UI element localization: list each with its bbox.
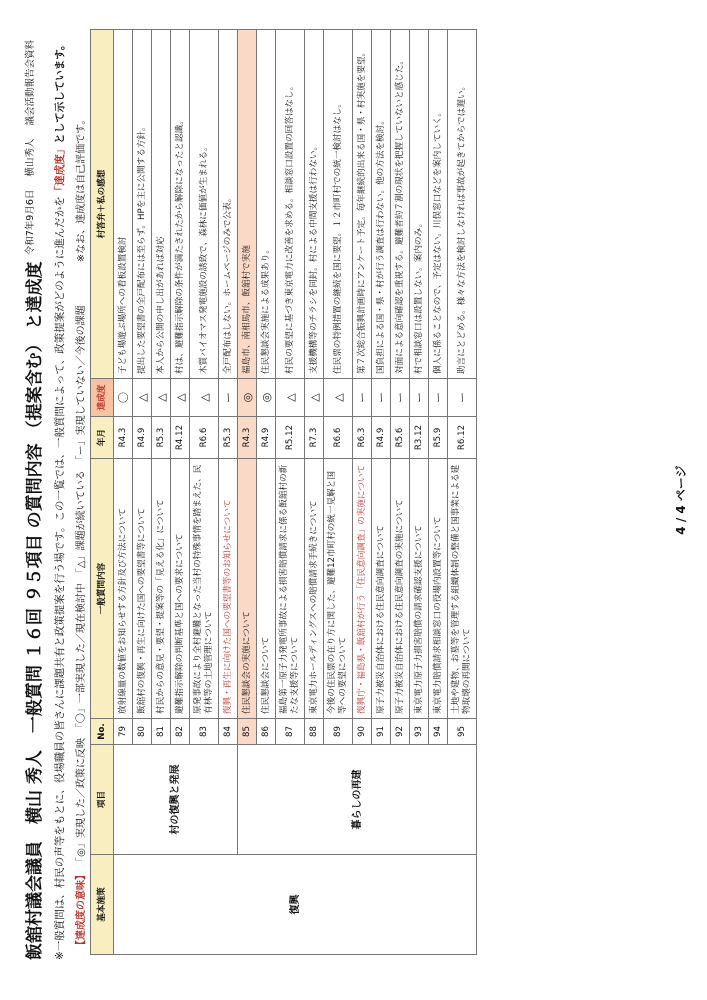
question-cell: 原子力被災自治体における住民意向調査について (372, 459, 391, 719)
document-date: 令和7年9月6日 (25, 189, 36, 256)
question-cell: 放射線量の数値をお知らせする方針及び方法について (114, 459, 133, 719)
category-cell: 村の復興と発展 (114, 745, 238, 855)
intro-part1: ※一般質問は、村民の声等をもとに、役場職員の皆さんに課題共有と政策提案を行う場です。この一覧では、一般質問によって、政策提案がどのように進んだかを (54, 196, 66, 960)
legend-text: 「◎」実現した／政策に反映 「〇」一部実現した／現在検討中 「△」課題が続いている 「ー」実現していない／今後の課題 (76, 305, 87, 867)
row-number: 80 (133, 719, 152, 745)
row-number: 81 (152, 719, 171, 745)
answer-cell: 村は、避難指示解除の条件が満たされたから解除になったと認識。 (171, 30, 190, 379)
date-cell: R5.6 (391, 417, 410, 459)
answer-cell: 全戸配布はしない。ホームページのみで公表。 (219, 30, 238, 379)
legend-tag: 【達成度の意味】 (76, 870, 87, 950)
grade-cell: ー (448, 379, 477, 417)
question-cell: 原発事故により全村避難となった当村の特殊事情を踏まえた、民有林等の土地管理について (190, 459, 219, 719)
question-cell: 土地や建物、お墓等を管理する組織体制の整備と国事業による建物取壊の再開について (448, 459, 477, 719)
grade-cell: ◎ (257, 379, 276, 417)
category-cell: 暮らしの再建 (238, 745, 477, 855)
grade-cell: ー (410, 379, 429, 417)
intro-highlight: 「達成度」 (54, 143, 66, 197)
grade-cell: △ (190, 379, 219, 417)
col-answer: 村答弁＋私の感想 (91, 30, 114, 379)
row-number: 89 (324, 719, 353, 745)
document-author: 横山秀人 (25, 138, 36, 177)
row-number: 86 (257, 719, 276, 745)
page-number: 4 / 4 ページ (674, 465, 688, 535)
grade-cell: ー (429, 379, 448, 417)
question-table (90, 29, 477, 955)
answer-cell: 国負担による国・県・村が行う調査は行わない。他の方法を検討。 (372, 30, 391, 379)
answer-cell: 個人に係ることなので、予定はない。川俣窓口などを案内していく。 (429, 30, 448, 379)
grade-cell: ー (372, 379, 391, 417)
row-number: 85 (238, 719, 257, 745)
row-number: 88 (305, 719, 324, 745)
question-cell: 東京電力原子力損害賠償の請求確認支援について (410, 459, 429, 719)
document-type: 議会活動報告会資料 (25, 40, 36, 126)
question-cell: 東京電力ホールディングスへの賠償請求手続きについて (305, 459, 324, 719)
question-cell: 復興・再生に向けた国への要望書等のお知らせについて (219, 459, 238, 719)
answer-cell: 対面による意向確認を重視する。避難者約７割の現状を把握していないと感じた。 (391, 30, 410, 379)
grade-cell: ー (391, 379, 410, 417)
col-no: No. (91, 719, 114, 745)
legend (72, 115, 87, 950)
date-cell: R6.12 (448, 417, 477, 459)
answer-cell: 第７次総合振興計画時にアンケート予定。毎年継続的出来る国・県・村実施を要望。 (353, 30, 372, 379)
question-cell: 東京電力賠償請求相談窓口の役場内設置等について (429, 459, 448, 719)
grade-cell: 〇 (114, 379, 133, 417)
grade-cell: ー (353, 379, 372, 417)
question-cell: 飯舘村の復興・再生に向けた国への要望書等について (133, 459, 152, 719)
date-cell: R4.3 (238, 417, 257, 459)
answer-cell: 提出した要望書の全戸配布には至らず。HPを主に公開する方針。 (133, 30, 152, 379)
question-cell: 今後の住民票の在り方に関した、避難12市町村の統一見解と国等への要望について (324, 459, 353, 719)
answer-cell: 村で相談窓口は設置しない。案内のみ。 (410, 30, 429, 379)
grade-cell: △ (152, 379, 171, 417)
date-cell: R4.9 (372, 417, 391, 459)
row-number: 92 (391, 719, 410, 745)
answer-cell: 子ども場遊ぶ場所への看板設置検討 (114, 30, 133, 379)
basic-policy-cell: 復興 (114, 855, 477, 955)
row-number: 84 (219, 719, 238, 745)
question-cell: 避難指示解除の判断基準と国への要求について (171, 459, 190, 719)
row-number: 82 (171, 719, 190, 745)
row-number: 79 (114, 719, 133, 745)
grade-cell: △ (324, 379, 353, 417)
answer-cell: 住民票の特例措置の継続を国に要望。１２市町村での統一検討はなし。 (324, 30, 353, 379)
date-cell: R6.6 (324, 417, 353, 459)
date-cell: R4.12 (171, 417, 190, 459)
date-cell: R6.6 (190, 417, 219, 459)
intro-text (52, 40, 67, 960)
question-cell: 復興庁・福島県・飯舘村が行う「住民意向調査」の実施について (353, 459, 372, 719)
document-meta (22, 40, 36, 265)
row-number: 91 (372, 719, 391, 745)
question-cell: 住民懇談会の実施について (238, 459, 257, 719)
grade-cell: △ (305, 379, 324, 417)
date-cell: R5.3 (219, 417, 238, 459)
table-body (114, 30, 477, 955)
grade-cell: △ (133, 379, 152, 417)
date-cell: R4.9 (257, 417, 276, 459)
question-cell: 住民懇談会について (257, 459, 276, 719)
question-cell: 福島第一原子力発電所事故による損害賠償請求に係る飯舘村の新たな支援等について (276, 459, 305, 719)
col-grade: 達成度 (91, 379, 114, 417)
answer-cell: 福島市、南相馬市、飯舘村で実施 (238, 30, 257, 379)
row-number: 93 (410, 719, 429, 745)
intro-part2: として示しています。 (54, 39, 66, 144)
date-cell: R7.3 (305, 417, 324, 459)
row-number: 90 (353, 719, 372, 745)
grade-cell: △ (276, 379, 305, 417)
date-cell: R3.12 (410, 417, 429, 459)
page-title: 飯舘村議会議員 横山 秀人 一般質問 １６回 ９５項目 の質問内容 （提案含む） と達成度 (25, 261, 45, 960)
row-number: 83 (190, 719, 219, 745)
answer-cell: 本人から公開の申し出があれば対応 (152, 30, 171, 379)
grade-cell: ー (219, 379, 238, 417)
answer-cell: 村民の要望に基づき東京電力に改善を求める。相談窓口設置の回答はなし。 (276, 30, 305, 379)
row-number: 95 (448, 719, 477, 745)
date-cell: R4.9 (133, 417, 152, 459)
row-number: 87 (276, 719, 305, 745)
date-cell: R4.3 (114, 417, 133, 459)
answer-cell: 支援機構等のチラシを同封。村による中間支援は行わない。 (305, 30, 324, 379)
answer-cell: 助言にとどめる。様々な方法を検討しなければ事故が起きてからでは遅い。 (448, 30, 477, 379)
grade-cell: △ (171, 379, 190, 417)
grade-cell: ◎ (238, 379, 257, 417)
date-cell: R5.3 (152, 417, 171, 459)
legend-note: ※なお、達成度は自己評価です。 (76, 114, 87, 263)
col-item: 項目 (91, 745, 114, 855)
col-date: 年月 (91, 417, 114, 459)
question-cell: 原子力被災自治体における住民意向調査の実施について (391, 459, 410, 719)
table-header-row (91, 30, 114, 955)
date-cell: R5.12 (276, 417, 305, 459)
date-cell: R5.9 (429, 417, 448, 459)
table-row (238, 30, 257, 955)
row-number: 94 (429, 719, 448, 745)
answer-cell: 木質バイオマス発電施設の誘致で、森林に価値が生まれる。 (190, 30, 219, 379)
col-question: 一般質問内容 (91, 459, 114, 719)
col-basic: 基本施策 (91, 855, 114, 955)
answer-cell: 住民懇談会実施による成果あり。 (257, 30, 276, 379)
date-cell: R6.3 (353, 417, 372, 459)
question-cell: 村民からの意見・要望・提案等の「見える化」について (152, 459, 171, 719)
table-row (114, 30, 133, 955)
